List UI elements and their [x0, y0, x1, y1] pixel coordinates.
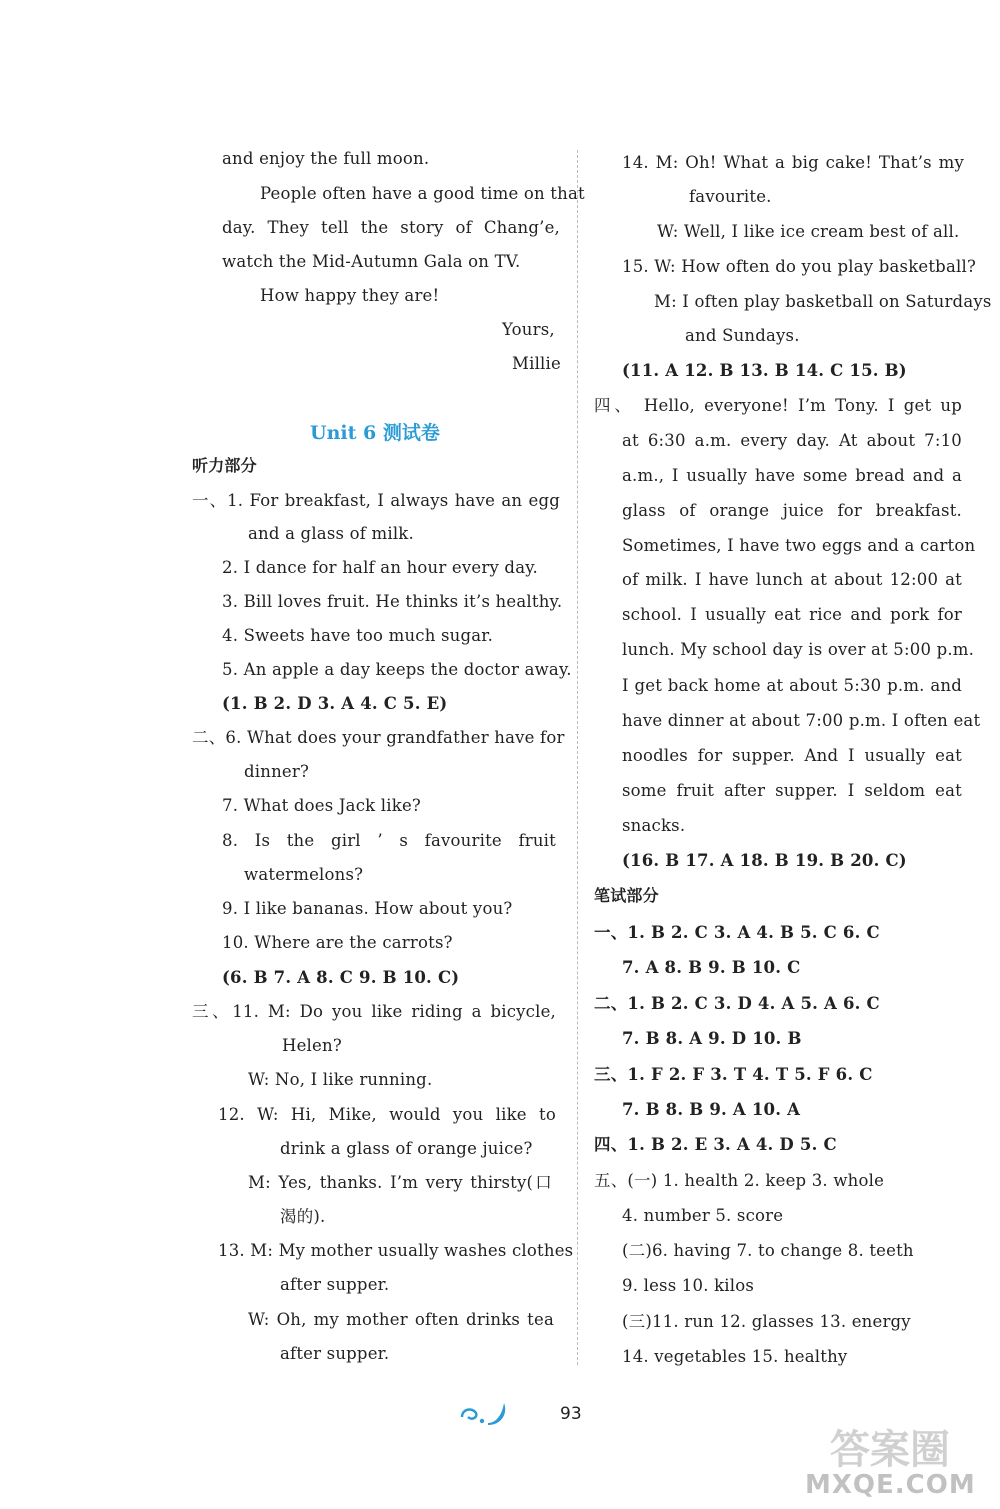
- letter-line: and enjoy the full moon.: [222, 149, 430, 168]
- answer-line: M: I often play basketball on Saturdays: [654, 292, 992, 311]
- answer-line: and a glass of milk.: [248, 524, 414, 543]
- answer-line: 4. Sweets have too much sugar.: [222, 626, 494, 645]
- listening-heading: 听力部分: [192, 456, 257, 475]
- answer-key: 7. B 8. A 9. D 10. B: [622, 1029, 802, 1048]
- answer-line: Helen?: [282, 1036, 342, 1055]
- watermark-logo: 答案圈: [830, 1427, 950, 1473]
- answer-line: after supper.: [280, 1275, 390, 1294]
- answer-line: W: Oh, my mother often drinks tea: [248, 1310, 554, 1329]
- passage-line: noodles for supper. And I usually eat: [622, 746, 962, 765]
- answer-line: W: Well, I like ice cream best of all.: [657, 222, 960, 241]
- passage-line: at 6:30 a.m. every day. At about 7:10: [622, 431, 962, 450]
- letter-line: watch the Mid-Autumn Gala on TV.: [222, 252, 521, 271]
- passage-line: of milk. I have lunch at about 12:00 at: [622, 570, 962, 589]
- answer-key: (11. A 12. B 13. B 14. C 15. B): [622, 361, 907, 380]
- passage-line: snacks.: [622, 816, 686, 835]
- answer-key: 一、1. B 2. C 3. A 4. B 5. C 6. C: [594, 923, 880, 942]
- footer-logo-icon: [458, 1395, 528, 1431]
- letter-signature: Millie: [512, 354, 561, 373]
- column-divider: [577, 150, 578, 1365]
- passage-line: a.m., I usually have some bread and a: [622, 466, 962, 485]
- unit-title: Unit 6 测试卷: [310, 422, 440, 444]
- passage-line: I get back home at about 5:30 p.m. and: [622, 676, 962, 695]
- answer-line: 三、11. M: Do you like riding a bicycle,: [192, 1002, 556, 1021]
- answer-line: drink a glass of orange juice?: [280, 1139, 533, 1158]
- answer-line: 9. I like bananas. How about you?: [222, 899, 513, 918]
- letter-line: People often have a good time on that: [260, 184, 585, 203]
- passage-line: have dinner at about 7:00 p.m. I often eat: [622, 711, 981, 730]
- answer-line: 12. W: Hi, Mike, would you like to: [218, 1105, 556, 1124]
- answer-key: 7. A 8. B 9. B 10. C: [622, 958, 801, 977]
- answer-key: 4. number 5. score: [622, 1206, 784, 1225]
- answer-line: 5. An apple a day keeps the doctor away.: [222, 660, 572, 679]
- answer-key: 14. vegetables 15. healthy: [622, 1347, 848, 1366]
- answer-line: and Sundays.: [685, 326, 800, 345]
- answer-key: 9. less 10. kilos: [622, 1276, 755, 1295]
- answer-key: (三)11. run 12. glasses 13. energy: [622, 1312, 911, 1331]
- answer-key: (二)6. having 7. to change 8. teeth: [622, 1241, 914, 1260]
- answer-key: (6. B 7. A 8. C 9. B 10. C): [222, 968, 460, 987]
- answer-key: 五、(一) 1. health 2. keep 3. whole: [594, 1171, 885, 1190]
- answer-line: 2. I dance for half an hour every day.: [222, 558, 539, 577]
- answer-line: M: Yes, thanks. I’m very thirsty(口: [248, 1173, 552, 1192]
- passage-line: 四、 Hello, everyone! I’m Tony. I get up: [594, 396, 962, 415]
- passage-line: some fruit after supper. I seldom eat: [622, 781, 962, 800]
- letter-line: How happy they are!: [260, 286, 440, 305]
- passage-line: glass of orange juice for breakfast.: [622, 501, 962, 520]
- answer-key: 7. B 8. B 9. A 10. A: [622, 1100, 801, 1119]
- answer-key: (16. B 17. A 18. B 19. B 20. C): [622, 851, 907, 870]
- watermark-url: MXQE.COM: [805, 1470, 976, 1500]
- answer-line: 一、1. For breakfast, I always have an egg: [192, 491, 560, 510]
- passage-line: lunch. My school day is over at 5:00 p.m.: [622, 640, 975, 659]
- answer-line: 二、6. What does your grandfather have for: [192, 728, 565, 747]
- page-number: 93: [560, 1404, 582, 1424]
- answer-line: 10. Where are the carrots?: [222, 933, 453, 952]
- answer-line: 14. M: Oh! What a big cake! That’s my: [622, 153, 964, 172]
- answer-line: after supper.: [280, 1344, 390, 1363]
- passage-line: Sometimes, I have two eggs and a carton: [622, 536, 976, 555]
- answer-line: 8. Is the girl ’ s favourite fruit: [222, 831, 556, 850]
- answer-key: (1. B 2. D 3. A 4. C 5. E): [222, 694, 448, 713]
- letter-sign-off: Yours,: [502, 320, 555, 339]
- answer-key: 四、1. B 2. E 3. A 4. D 5. C: [594, 1135, 837, 1154]
- answer-line: favourite.: [689, 187, 772, 206]
- answer-line: W: No, I like running.: [248, 1070, 433, 1089]
- answer-line: 3. Bill loves fruit. He thinks it’s healthy.: [222, 592, 563, 611]
- answer-key: 二、1. B 2. C 3. D 4. A 5. A 6. C: [594, 994, 880, 1013]
- answer-line: 渴的).: [280, 1207, 326, 1226]
- letter-line: day. They tell the story of Chang’e,: [222, 218, 560, 237]
- writing-heading: 笔试部分: [594, 886, 659, 905]
- answer-line: 13. M: My mother usually washes clothes: [218, 1241, 574, 1260]
- passage-line: school. I usually eat rice and pork for: [622, 605, 962, 624]
- answer-line: dinner?: [244, 762, 309, 781]
- answer-key: 三、1. F 2. F 3. T 4. T 5. F 6. C: [594, 1065, 873, 1084]
- answer-line: 15. W: How often do you play basketball?: [622, 257, 976, 276]
- answer-line: 7. What does Jack like?: [222, 796, 421, 815]
- answer-line: watermelons?: [244, 865, 364, 884]
